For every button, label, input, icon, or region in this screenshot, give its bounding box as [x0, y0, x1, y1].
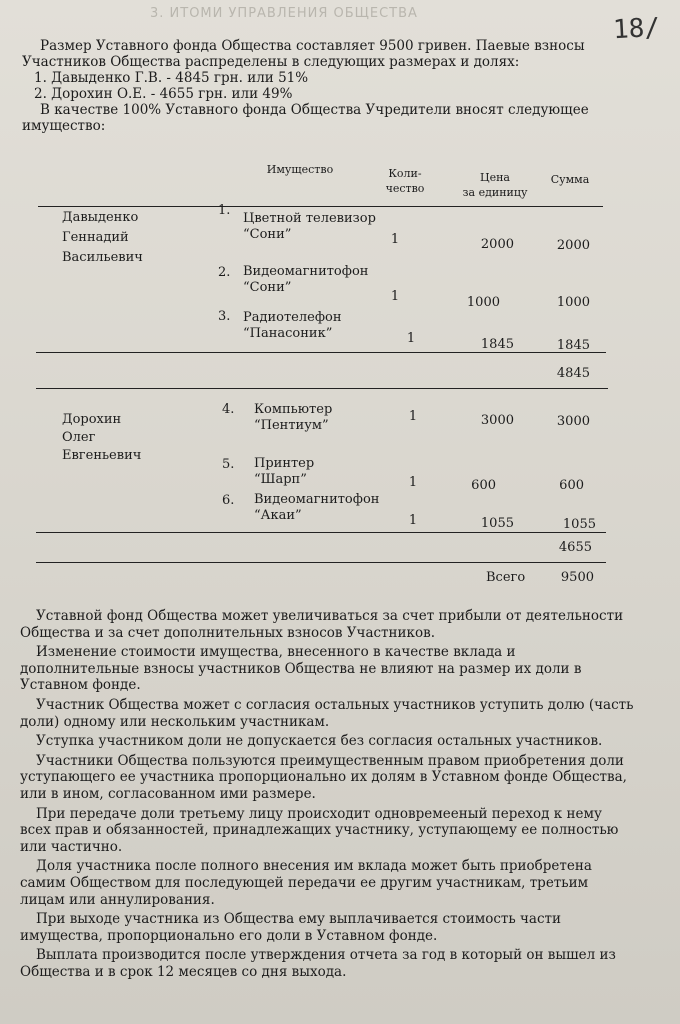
item-3-name	[243, 310, 342, 342]
founder-2-name-line2: Олег	[62, 430, 96, 445]
subtotal-1-rule	[36, 352, 606, 353]
section-rule	[36, 388, 608, 389]
header-sum: Сумма	[550, 173, 590, 186]
item-4-qty: 1	[408, 409, 418, 424]
header-price	[455, 170, 535, 200]
founder-2-name	[62, 412, 141, 464]
item-5-sum: 600	[559, 478, 584, 493]
total-rule	[36, 562, 606, 563]
item-2-name	[243, 264, 368, 296]
item-3-sum: 1845	[556, 338, 590, 353]
item-6-qty: 1	[408, 513, 418, 528]
item-4-price: 3000	[480, 413, 514, 428]
item-6-line1: Видеомагнитофон	[254, 492, 380, 507]
paragraph-3: Участник Общества может с согласия остальных участников уступить долю (часть доли) одному или нескольким участникам.	[20, 696, 634, 730]
item-3-line2: “Панасоник”	[243, 326, 333, 341]
intro-paragraph-2: В качестве 100% Уставного фонда Общества Учредители вносят следующее имущество:	[22, 102, 589, 134]
share-line-2: 2. Дорохин О.Е. - 4655 грн. или 49%	[34, 86, 293, 102]
item-5-price: 600	[471, 478, 496, 493]
total-label: Всего	[486, 570, 526, 585]
header-qty-line1: Коли-	[388, 167, 422, 180]
header-price-line2: за единицу	[462, 186, 528, 199]
item-6-number: 6.	[222, 493, 235, 508]
item-1-qty: 1	[390, 232, 400, 247]
item-2-line1: Видеомагнитофон	[243, 264, 369, 279]
item-1-line1: Цветной телевизор	[243, 211, 376, 226]
item-2-price: 1000	[466, 295, 500, 310]
founder-1-subtotal: 4845	[556, 366, 590, 381]
header-price-line1: Цена	[480, 171, 510, 184]
item-3-number: 3.	[218, 309, 231, 324]
item-3-line1: Радиотелефон	[243, 310, 342, 325]
item-4-sum: 3000	[556, 414, 590, 429]
intro-block	[22, 38, 632, 134]
item-6-name	[254, 492, 379, 524]
founder-1-name-line1: Давыденко	[62, 210, 139, 225]
total-value: 9500	[560, 570, 594, 585]
item-1-number: 1.	[218, 203, 231, 218]
bleed-through-header: 3. ИТОМИ УПРАВЛЕНИЯ ОБЩЕСТВА	[150, 6, 418, 21]
paragraph-2: Изменение стоимости имущества, внесенного в качестве вклада и дополнительные взносы участников Общества не влияют на размер их доли в Уставном фонде.	[20, 644, 582, 694]
header-qty	[375, 166, 435, 196]
paragraph-5: Участники Общества пользуются преимущественным правом приобретения доли уступающего ее участника пропорционально их долям в Уставном фонде Общества, или в ином, согласованном ими размере.	[20, 752, 627, 802]
item-1-price: 2000	[480, 237, 514, 252]
subtotal-2-rule	[36, 532, 606, 533]
paragraph-8: При выходе участника из Общества ему выплачивается стоимость части имущества, пропорционально его доли в Уставном фонде.	[20, 911, 562, 944]
header-qty-line2: чество	[385, 182, 425, 195]
item-2-sum: 1000	[556, 295, 590, 310]
item-2-line2: “Сони”	[243, 280, 292, 295]
item-1-line2: “Сони”	[243, 227, 292, 242]
item-4-line2: “Пентиум”	[254, 418, 329, 433]
paragraph-4: Уступка участником доли не допускается без согласия остальных участников.	[36, 733, 603, 750]
share-line-1: 1. Давыденко Г.В. - 4845 грн. или 51%	[34, 70, 309, 86]
handwritten-page-number: 18/	[612, 12, 661, 46]
item-5-qty: 1	[408, 475, 418, 490]
item-6-price: 1055	[480, 516, 514, 531]
item-3-qty: 1	[406, 331, 416, 346]
founder-2-name-line1: Дорохин	[62, 412, 122, 427]
item-3-price: 1845	[480, 337, 514, 352]
founder-2-subtotal: 4655	[558, 540, 592, 555]
item-6-line2: “Акаи”	[254, 508, 302, 523]
founder-1-name-line3: Васильевич	[62, 250, 143, 265]
item-6-sum: 1055	[562, 517, 596, 532]
item-2-number: 2.	[218, 265, 231, 280]
paragraph-9: Выплата производится после утверждения отчета за год в который он вышел из Общества и в срок 12 месяцев со дня выхода.	[20, 947, 616, 980]
header-rule	[38, 206, 603, 207]
body-text	[20, 608, 636, 983]
item-5-number: 5.	[222, 457, 235, 472]
item-5-line1: Принтер	[254, 456, 315, 471]
item-4-number: 4.	[222, 402, 235, 417]
intro-paragraph-1: Размер Уставного фонда Общества составляет 9500 гривен. Паевые взносы Участников Общества распределены в следующих размерах и долях:	[22, 38, 585, 70]
item-2-qty: 1	[390, 289, 400, 304]
founder-1-name	[62, 210, 143, 266]
item-1-name	[243, 211, 376, 243]
item-4-line1: Компьютер	[254, 402, 333, 417]
paragraph-7: Доля участника после полного внесения им вклада может быть приобретена самим Обществом для последующей передачи ее другим участникам, третьим лицам или аннулирования.	[20, 858, 592, 908]
item-4-name	[254, 402, 332, 434]
header-property: Имущество	[266, 163, 334, 176]
founder-1-name-line2: Геннадий	[62, 230, 129, 245]
paragraph-1: Уставной фонд Общества может увеличиваться за счет прибыли от деятельности Общества и за счет дополнительных взносов Участников.	[20, 608, 624, 641]
item-5-name	[254, 456, 314, 488]
paragraph-6: При передаче доли третьему лицу происходит одновремееный переход к нему всех прав и обязанностей, принадлежащих участнику, уступающему ее полностью или частично.	[20, 805, 619, 855]
item-5-line2: “Шарп”	[254, 472, 307, 487]
founder-2-name-line3: Евгеньевич	[62, 448, 142, 463]
item-1-sum: 2000	[556, 238, 590, 253]
